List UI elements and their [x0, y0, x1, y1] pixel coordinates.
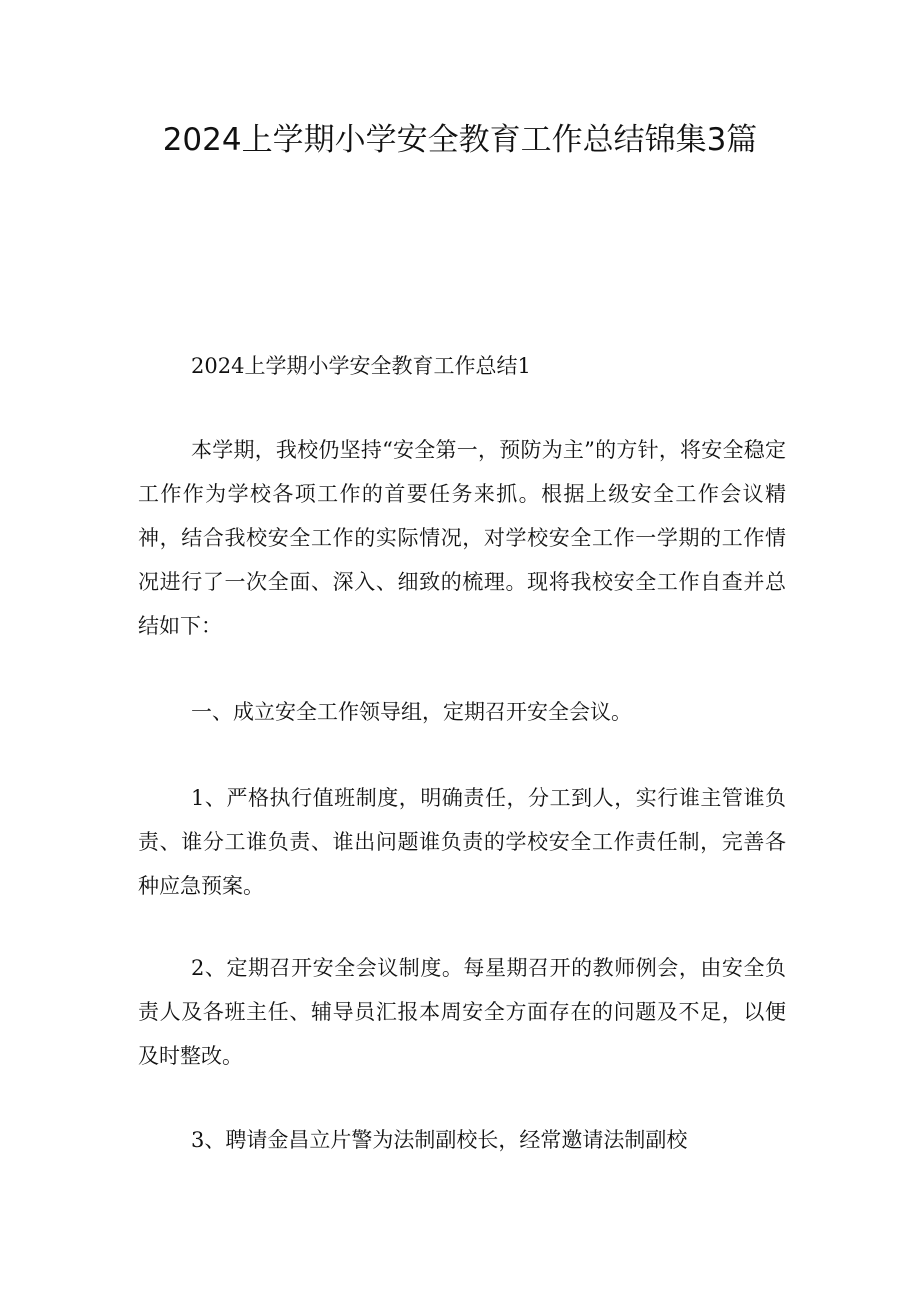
paragraph-item-1: 1、严格执行值班制度，明确责任，分工到人，实行谁主管谁负责、谁分工谁负责、谁出问题谁负责的学校安全工作责任制，完善各种应急预案。: [138, 786, 786, 898]
paragraph-item-heading: 一、成立安全工作领导组，定期召开安全会议。: [191, 700, 632, 724]
document-title: 2024上学期小学安全教育工作总结锦集3篇: [162, 122, 758, 158]
paragraph-item-2: 2、定期召开安全会议制度。每星期召开的教师例会，由安全负责人及各班主任、辅导员汇报本周安全方面存在的问题及不足，以便及时整改。: [138, 956, 786, 1068]
paragraph-intro: 本学期，我校仍坚持“安全第一，预防为主”的方针，将安全稳定工作作为学校各项工作的首要任务来抓。根据上级安全工作会议精神，结合我校安全工作的实际情况，对学校安全工作一学期的工作情况进行了一次全面、深入、细致的梳理。现将我校安全工作自查并总结如下：: [138, 438, 786, 638]
section-heading: 2024上学期小学安全教育工作总结1: [191, 354, 531, 378]
paragraph-item-3: 3、聘请金昌立片警为法制副校长，经常邀请法制副校: [191, 1128, 688, 1152]
